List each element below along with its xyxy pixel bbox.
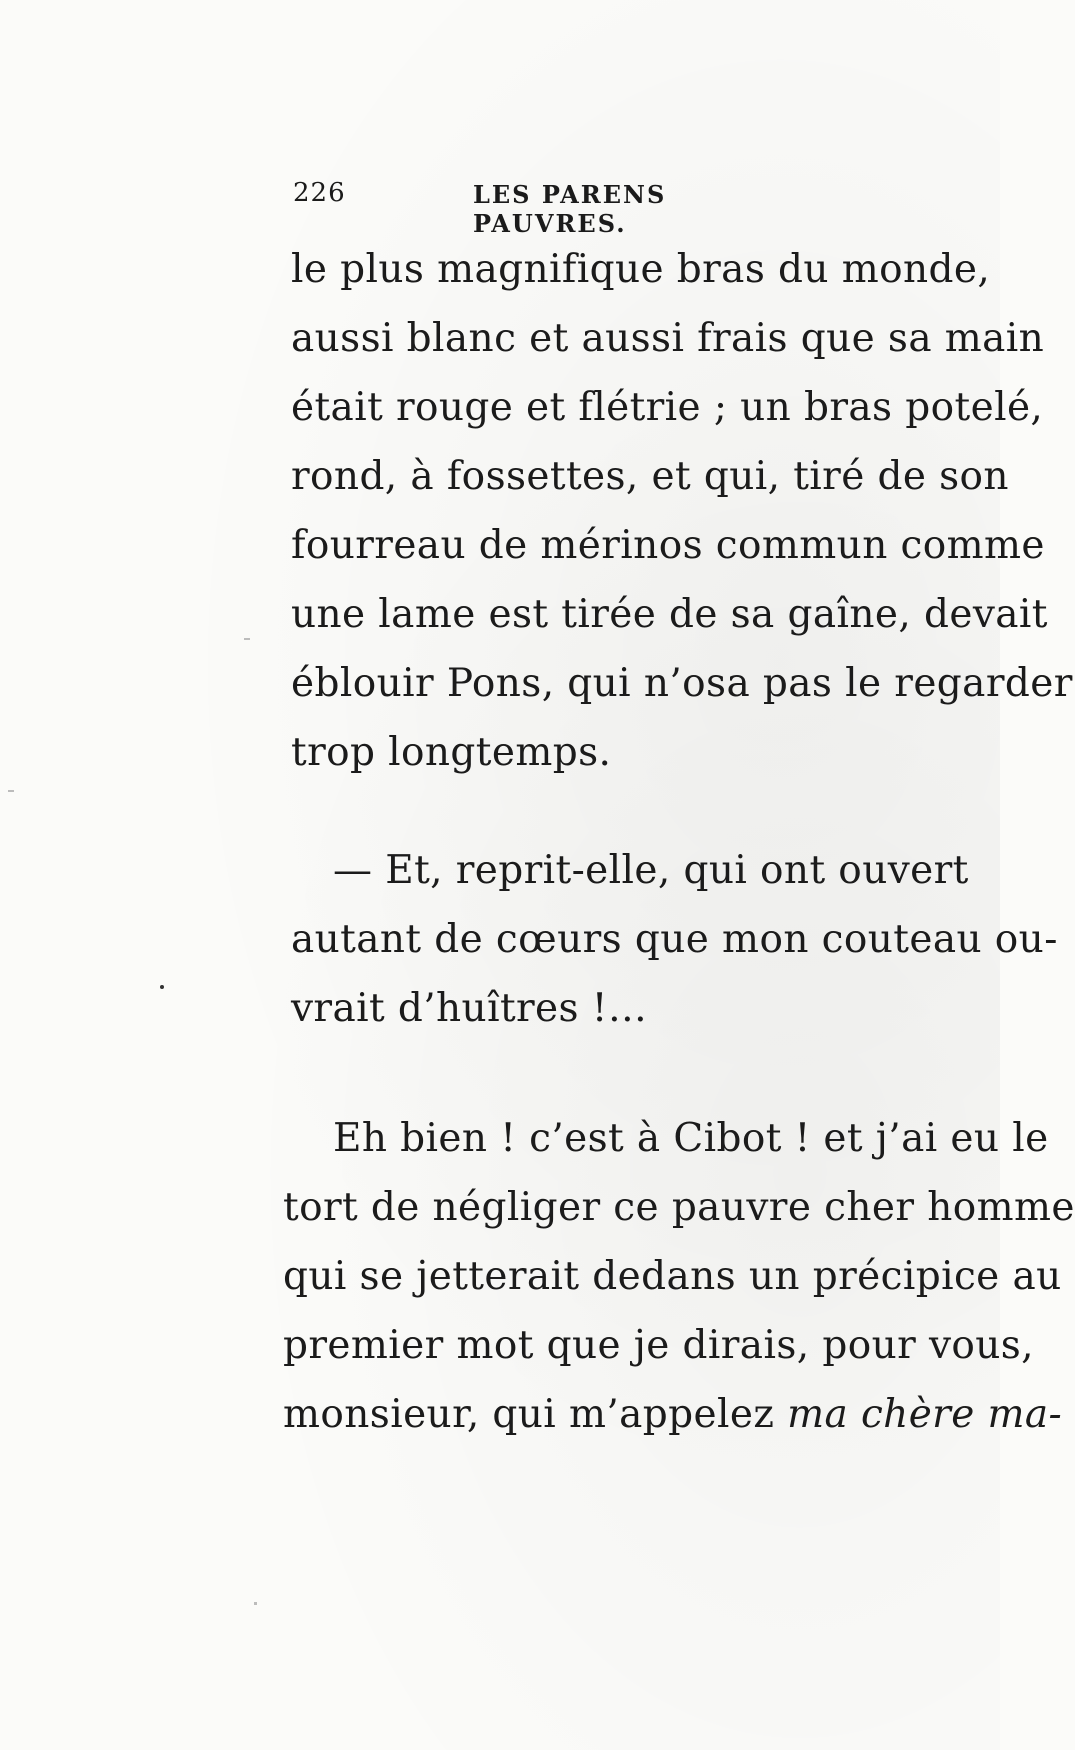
italic-text: ma chère ma- [787,1392,1063,1437]
scan-mark [254,1602,257,1605]
text-line: était rouge et flétrie ; un bras potelé, [291,385,1044,430]
text-line: le plus magnifique bras du monde, [291,247,991,292]
text-line: fourreau de mérinos commun comme [291,523,1045,568]
text-line: éblouir Pons, qui n’osa pas le regarder [291,661,1073,706]
text-line: trop longtemps. [291,730,612,775]
text-line: vrait d’huîtres !… [291,986,648,1031]
scan-mark [8,790,14,792]
text-line: une lame est tirée de sa gaîne, devait [291,592,1048,637]
text-line: rond, à fossettes, et qui, tiré de son [291,454,1009,499]
ink-speck [160,985,164,989]
text-line-last [283,1390,1062,1440]
text-line: tort de négliger ce pauvre cher homme [283,1185,1075,1230]
page-number: 226 [293,178,346,208]
scan-mark [244,638,250,640]
last-line-text: monsieur, qui m’appelez [283,1392,788,1437]
text-line: premier mot que je dirais, pour vous, [283,1323,1034,1368]
text-line: aussi blanc et aussi frais que sa main [291,316,1045,361]
running-title: LES PARENS PAUVRES. [473,180,667,238]
text-line: autant de cœurs que mon couteau ou- [291,917,1058,962]
text-line: qui se jetterait dedans un précipice au [283,1254,1062,1299]
text-line: Eh bien ! c’est à Cibot ! et j’ai eu le [333,1116,1049,1161]
text-line: — Et, reprit-elle, qui ont ouvert [333,848,969,893]
running-head [293,178,813,238]
